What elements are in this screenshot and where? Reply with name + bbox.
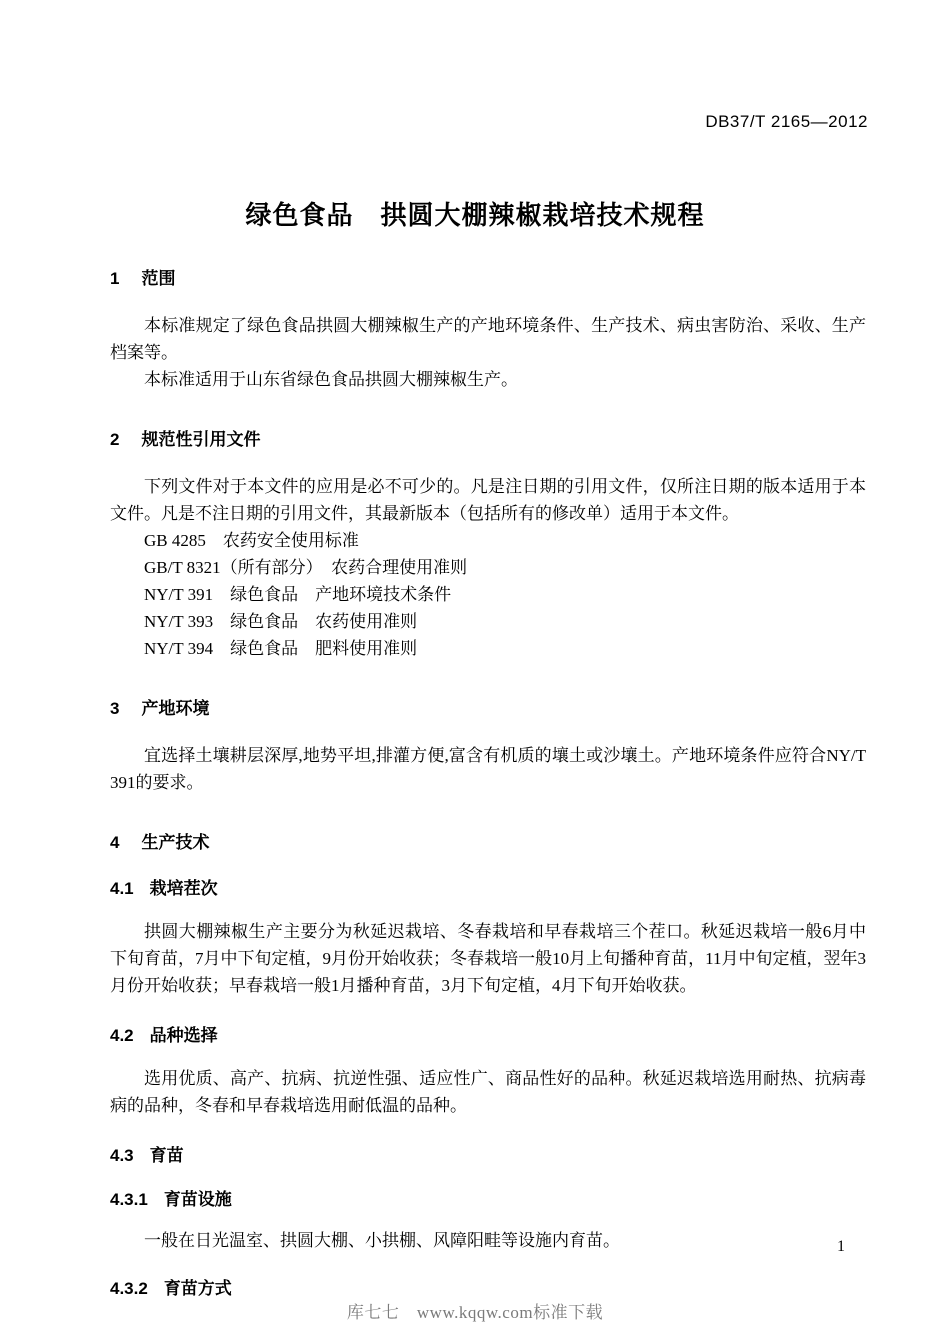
- heading-number: 1: [110, 269, 120, 288]
- heading-text: 范围: [141, 269, 176, 288]
- doc-number: DB37/T 2165—2012: [705, 112, 868, 131]
- heading-text: 产地环境: [141, 699, 210, 718]
- heading-number: 4.3.2: [110, 1279, 148, 1298]
- heading-text: 育苗设施: [163, 1190, 232, 1209]
- heading-text: 育苗: [149, 1146, 184, 1165]
- footer-watermark: 库七七 www.kqqw.com标准下载: [346, 1303, 604, 1322]
- reference-item: NY/T 393 绿色食品 农药使用准则: [144, 612, 418, 631]
- paragraph: 本标准规定了绿色食品拱圆大棚辣椒生产的产地环境条件、生产技术、病虫害防治、采收、生产档案等。: [110, 316, 866, 362]
- reference-item: GB/T 8321（所有部分） 农药合理使用准则: [144, 558, 468, 577]
- paragraph: 本标准适用于山东省绿色食品拱圆大棚辣椒生产。: [144, 370, 518, 389]
- section-heading: [110, 700, 866, 718]
- section-heading: [110, 431, 866, 449]
- paragraph: 一般在日光温室、拱圆大棚、小拱棚、风障阳畦等设施内育苗。: [144, 1231, 620, 1250]
- heading-number: 4.2: [110, 1026, 134, 1045]
- section-heading: [110, 1147, 866, 1165]
- heading-number: 4: [110, 833, 120, 852]
- heading-text: 规范性引用文件: [141, 430, 261, 449]
- section-heading: [110, 1191, 866, 1209]
- heading-number: 4.3: [110, 1146, 134, 1165]
- heading-text: 品种选择: [149, 1026, 218, 1045]
- page-number: 1: [837, 1238, 845, 1255]
- section-heading: [110, 1280, 866, 1298]
- heading-text: 栽培茬次: [149, 879, 218, 898]
- reference-item: NY/T 391 绿色食品 产地环境技术条件: [144, 585, 452, 604]
- reference-item: NY/T 394 绿色食品 肥料使用准则: [144, 639, 418, 658]
- document-body: [110, 270, 866, 1298]
- paragraph: 拱圆大棚辣椒生产主要分为秋延迟栽培、冬春栽培和早春栽培三个茬口。秋延迟栽培一般6月中下旬育苗，7月中下旬定植，9月份开始收获；冬春栽培一般10月上旬播种育苗，11月中旬定植，翌年3月份开始收获；早春栽培一般1月播种育苗，3月下旬定植，4月下旬开始收获。: [110, 922, 866, 995]
- paragraph: 宜选择土壤耕层深厚,地势平坦,排灌方便,富含有机质的壤土或沙壤土。产地环境条件应符合NY/T 391的要求。: [110, 746, 866, 792]
- section-heading: [110, 1027, 866, 1045]
- section-heading: [110, 834, 866, 852]
- heading-number: 2: [110, 430, 120, 449]
- document-title: 绿色食品 拱圆大棚辣椒栽培技术规程: [245, 200, 705, 230]
- heading-text: 育苗方式: [163, 1279, 232, 1298]
- paragraph: 下列文件对于本文件的应用是必不可少的。凡是注日期的引用文件，仅所注日期的版本适用于本文件。凡是不注日期的引用文件，其最新版本（包括所有的修改单）适用于本文件。: [110, 477, 866, 523]
- section-heading: [110, 880, 866, 898]
- section-heading: [110, 270, 866, 288]
- reference-item: GB 4285 农药安全使用标准: [144, 531, 359, 550]
- heading-number: 3: [110, 699, 120, 718]
- paragraph: 选用优质、高产、抗病、抗逆性强、适应性广、商品性好的品种。秋延迟栽培选用耐热、抗病毒病的品种，冬春和早春栽培选用耐低温的品种。: [110, 1069, 866, 1115]
- heading-number: 4.1: [110, 879, 134, 898]
- heading-text: 生产技术: [141, 833, 210, 852]
- heading-number: 4.3.1: [110, 1190, 148, 1209]
